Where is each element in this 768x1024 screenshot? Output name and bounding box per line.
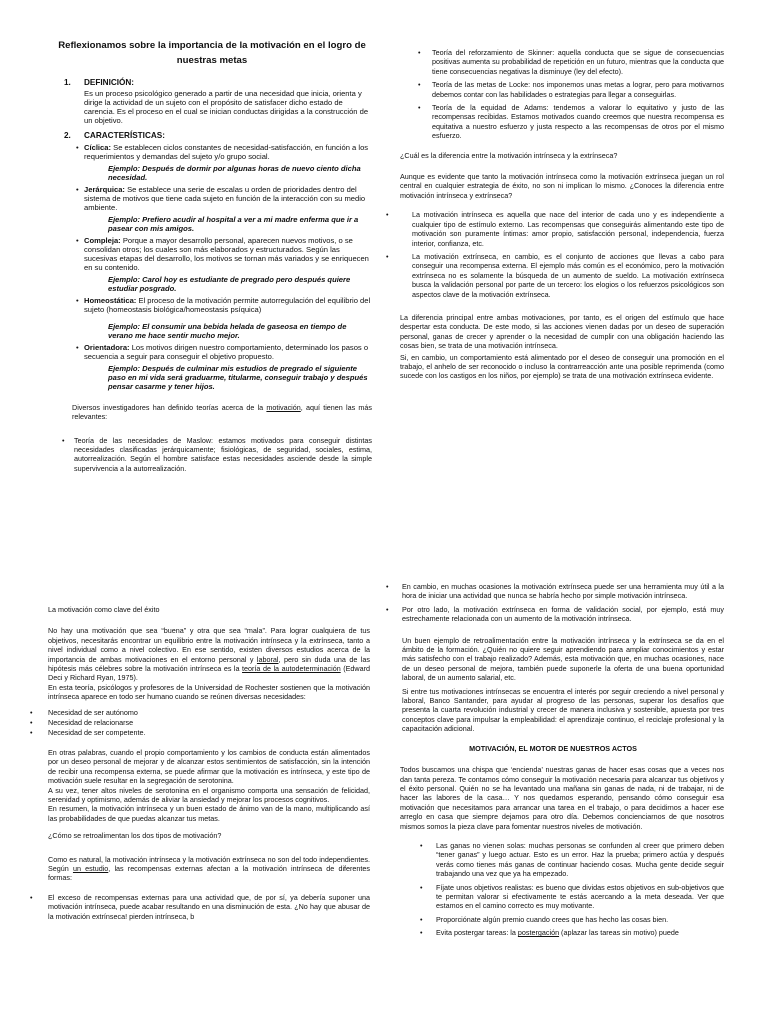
- list-item: • Fíjate unos objetivos realistas: es bueno que dividas estos objetivos en sub-objetivos que te permitan valorar si efectivamente te estás acercando a la meta deseada. Ver que estamos en el camino correcto es muy motivante.: [420, 882, 724, 911]
- investigadores-paragraph: Diversos investigadores han definido teorías acerca de la motivación, aquí tienen las más relevantes:: [72, 402, 372, 422]
- bottom-left-column: [30, 605, 371, 925]
- necesidades-list: [30, 707, 370, 738]
- aunque-paragraph: Aunque es evidente que tanto la motivación intrínseca como la motivación extrínseca juegan un rol central en cualquier estrategia de éxito, no son ni implican lo mismo. ¿Conoces la diferencia entre motivación intrínseca y extrínseca?: [400, 172, 724, 200]
- list-item: • Proporciónate algún premio cuando crees que has hecho las cosas bien.: [420, 914, 669, 924]
- list-item: • Teoría del reforzamiento de Skinner: aquella conducta que se sigue de consecuencias positivas aumenta su probabilidad de repetición en un futuro, mientras que la conducta que tiene consecuencias negativas la disminuye (ley del efecto).: [418, 48, 724, 76]
- bottom-right-column: [382, 582, 724, 942]
- char-item-homeostatica: • Homeostática: El proceso de la motivación permite autorregulación del equilibrio del sujeto (homeostasis biológica/homeostasis psíquica): [76, 295, 371, 314]
- list-item: • Teoría de la equidad de Adams: tendemos a valorar lo equitativo y justo de las recompensas recibidas. Estamos motivados cuando creemos que nuestra recompensa es equitativa a nuestro esfuerzo y justa respecto a las recompensas de otros por el mismo esfuerzo.: [418, 103, 724, 141]
- paragraph-estudio: Como es natural, la motivación intrínseca y la motivación extrínseca no son del todo independientes. Según un estudio, las recompensas externas afectan a la motivación intrínseca de diferentes formas:: [48, 854, 371, 883]
- diferencia-paragraph: La diferencia principal entre ambas motivaciones, por tanto, es el origen del estímulo que hace despertar esta conducta. De este modo, si las acciones vienen dadas por un deseo de superación personal, ganas de crecer y aprender o la necesidad de cumplir con una obligación haciendo las cosas bien, se trata de una motivación intrínseca.: [400, 312, 724, 351]
- motivacion-types-list: [386, 210, 724, 299]
- section-heading-motor: MOTIVACIÓN, EL MOTOR DE NUESTROS ACTOS: [469, 743, 637, 753]
- list-item: • Las ganas no vienen solas: muchas personas se confunden al creer que primero deben “tener ganas” y luego actuar. Esto es un error. Haz la prueba; primero actúa y después verás como tienes más ganas de continuar haciendo cosas. Mucha gente decide seguir trabajando una vez que ya ha empezado.: [420, 840, 724, 879]
- list-item: • Necesidad de ser competente.: [30, 728, 146, 738]
- example-jerarquica: Ejemplo: Prefiero acudir al hospital a ver a mi madre enferma que ir a pasear con mis amigos.: [108, 214, 359, 233]
- example-compleja: Ejemplo: Carol hoy es estudiante de pregrado pero después quiere estudiar posgrado.: [108, 274, 351, 293]
- paragraph-formacion: Un buen ejemplo de retroalimentación entre la motivación intrínseca y la extrínseca se da en el ámbito de la formación. ¿Quién no quiere seguir aprendiendo para ampliar conocimientos y estar más satisfecho con el trabajo realizado? Además, esta motivación que, en muchas ocasiones, nace de un deseo personal de mejora, también puede suponerle la oferta de una buena oportunidad laboral, de un aumento salarial, etc.: [402, 635, 724, 683]
- definicion-heading: 1. DEFINICIÓN:: [64, 78, 135, 87]
- postergacion-link[interactable]: postergación: [517, 928, 560, 938]
- list-item: • Por otro lado, la motivación extrínseca en forma de validación social, por ejemplo, está muy estrechamente relacionada con un aumento de la motivación intrínseca.: [386, 604, 724, 624]
- paragraph-felicidad: A su vez, tener altos niveles de serotonina en el organismo comporta una sensación de felicidad, serenidad y optimismo, además de aliviar la ansiedad y mejorar los procesos cognitivos.: [48, 785, 370, 804]
- char-item-compleja: • Compleja: Porque a mayor desarrollo personal, aparecen nuevos motivos, o se consolidan otros; los cuales son más elaborados y estructurados. Según las sucesivas etapas del desarrollo, los motivos se tornan más variados y se enriquecen en su contenido.: [76, 235, 369, 272]
- example-homeostatica: Ejemplo: El consumir una bebida helada de gaseosa en tiempo de verano me hace sentir mucho mejor.: [108, 321, 347, 340]
- paragraph-rochester: En esta teoría, psicólogos y profesores de la Universidad de Rochester sostienen que la motivación intrínseca aparece en todo ser humano cuando se reúnen diversas necesidades:: [48, 682, 370, 702]
- list-item: • Evita postergar tareas: la postergación (aplazar las tareas sin motivo) puede: [420, 928, 679, 938]
- estudio-link[interactable]: un estudio: [72, 863, 109, 873]
- paragraph-serotonina: En otras palabras, cuando el propio comportamiento y los cambios de conducta están alimentados por un deseo personal de mejorar y de alcanzar estos sentimientos de satisfacción, sin la intención de recibir una recompensa externa, se puede afirmar que la motivación es intrínseca, y este tipo de motivación suele resultar en la segregación de serotonina.: [48, 747, 370, 786]
- paragraph-chispa: Todos buscamos una chispa que ‘encienda’ nuestras ganas de hacer esas cosas que a veces nos dan tanta pereza. Te contamos cómo conseguir la motivación necesaria para alcanzar tus objetivos y el éxito personal. Quién no se ha levantado una mañana sin ganas de nada, ni de trabajar, ni de hacer las labores de la casa… Y nos quedamos esperando, pensando cómo conseguir esa motivación que necesitamos para arrancar una tarea en el trabajo, o para decidirnos a hacer ese arreglo en casa que siempre dejamos para otro día. Debemos concienciarnos de que nosotros mismos somos la pieza clave para fomentar nuestros niveles de motivación.: [400, 765, 724, 831]
- question-diferencia: ¿Cuál es la diferencia entre la motivación intrínseca y la extrínseca?: [400, 150, 618, 160]
- list-item: • Necesidad de relacionarse: [30, 718, 134, 728]
- herramienta-list: [382, 582, 724, 624]
- question-retroalimentan: ¿Cómo se retroalimentan los dos tipos de motivación?: [48, 831, 222, 841]
- paragraph-resumen: En resumen, la motivación intrínseca y un buen estado de ánimo van de la mano, multiplicando así las probabilidades de que puedas alcanzar tus metas.: [48, 804, 370, 823]
- list-item: • El exceso de recompensas externas para una actividad que, de por sí, ya debería suponer una motivación intrínseca, puede acabar resultando en una disminución de esta. ¿No hay que abusar de la motivación extrínseca! pierden intrínseca, b: [30, 892, 370, 921]
- paragraph-equilibrio: No hay una motivación que sea “buena” y otra que sea “mala”. Para lograr cualquiera de tus objetivos, necesitarás encontrar un equilibrio entre la motivación intrínseca y la extrínseca, tanto a nivel individual como a nivel colectivo. En ese sentido, existen diversos estudios acerca de la importancia de ambas motivaciones en el entorno personal y laboral, pero sin duda una de las hipótesis más célebres sobre la motivación intrínseca es la teoría de la autodeterminación (Edward Deci y Richard Ryan, 1975).: [48, 626, 370, 683]
- example-orientadora: Ejemplo: Después de culminar mis estudios de pregrado el siguiente paso en mi vida será graduarme, titularme, conseguir trabajo y después pensar casarme y tener hijos.: [108, 363, 368, 391]
- list-item: • Teoría de las metas de Locke: nos imponemos unas metas a lograr, pero para motivarnos debemos contar con las habilidades o estrategias para llegar a conseguirlas.: [418, 80, 724, 99]
- caracteristicas-heading: 2. CARACTERÍSTICAS:: [64, 131, 165, 141]
- caracteristicas-list: [52, 143, 372, 391]
- motivacion-link[interactable]: motivación: [266, 402, 301, 412]
- list-item: • En cambio, en muchas ocasiones la motivación extrínseca puede ser una herramienta muy útil a la hora de iniciar una actividad que nunca se habría hecho por simple motivación intrínseca.: [386, 582, 724, 601]
- char-item-orientadora: • Orientadora: Los motivos dirigen nuestro comportamiento, determinado los pasos o secuencia a seguir para conseguir el objetivo propuesto.: [76, 342, 369, 361]
- top-right-column: [386, 48, 724, 387]
- list-item: • La motivación intrínseca es aquella que nace del interior de cada uno y es independiente a cualquier tipo de estímulo externo. Las recompensas que conseguirás alimentando este tipo de motivación son puramente íntimas: amor propio, satisfacción personal, independencia, fuerza interior, confianza, etc.: [386, 210, 724, 248]
- laboral-link[interactable]: laboral: [256, 654, 279, 664]
- tips-list: [382, 841, 724, 938]
- list-item: • Teoría de las necesidades de Maslow: estamos motivados para conseguir distintas necesidades clasificadas jerárquicamente; fisiológicas, de seguridad, sociales, estima, autorrealización. Según el hombre satisface estas necesidades asciende desde la simple supervivencia a la autorrealización.: [62, 435, 372, 473]
- teorias-list-right: [400, 48, 724, 141]
- char-item-ciclica: • Cíclica: Se establecen ciclos constantes de necesidad-satisfacción, en función a los requerimientos y demandas del sujeto y/o grupo social.: [76, 142, 369, 161]
- section-heading-clave: La motivación como clave del éxito: [48, 605, 160, 614]
- list-item: • La motivación extrínseca, en cambio, es el conjunto de acciones que llevas a cabo para conseguir una recompensa externa. El ejemplo más común es el económico, pero la motivación extrínseca no es solamente la búsqueda de un aumento de sueldo. La motivación extrínseca busca la validación personal por parte de un tercero: los elogios o los refuerzos psicológicos son aspectos clave de la motivación extrínseca.: [386, 251, 724, 299]
- char-item-jerarquica: • Jerárquica: Se establece una serie de escalas u orden de prioridades dentro del sistema de motivos que tiene cada sujeto en función de la interacción con su medio ambiente.: [76, 184, 366, 212]
- teorias-list-left: [52, 436, 372, 474]
- top-left-column: [52, 38, 372, 477]
- list-item: • Necesidad de ser autónomo: [30, 707, 138, 717]
- paragraph-santander: Si entre tus motivaciones intrínsecas se encuentra el interés por seguir creciendo a nivel personal y laboral, Banco Santander, para ayudar al progreso de las personas, superar los desafíos que presenta la cuarta revolución industrial y crecer de manera inclusiva y sostenible, apuesta por tres conceptos clave para impulsar la empleabilidad: el aprendizaje continuo, el reciclaje profesional y la capacitación adicional.: [402, 686, 724, 734]
- recompensas-list: [30, 892, 370, 921]
- example-ciclica: Ejemplo: Después de dormir por algunas horas de nuevo ciento dicha necesidad.: [108, 163, 361, 182]
- autodeterminacion-link[interactable]: teoría de la autodeterminación: [242, 664, 341, 674]
- page-title: Reflexionamos sobre la importancia de la motivación en el logro de nuestras metas: [58, 40, 366, 66]
- sien-paragraph: Si, en cambio, un comportamiento está alimentado por el deseo de conseguir una promoción en el trabajo, el anhelo de ser reconocido o incluso la contrarreacción ante una posible reprimenda (como sucede con los castigos en los niños, por ejemplo) se trata de una motivación extrínseca evidente.: [400, 352, 724, 381]
- definicion-text: Es un proceso psicológico generado a partir de una necesidad que inicia, orienta y dirige la actividad de un sujeto con el propósito de satisfacer dicho estado de carencia. Es el proceso en el cual se inician conductas dirigidas a la construcción de un objetivo.: [84, 89, 369, 126]
